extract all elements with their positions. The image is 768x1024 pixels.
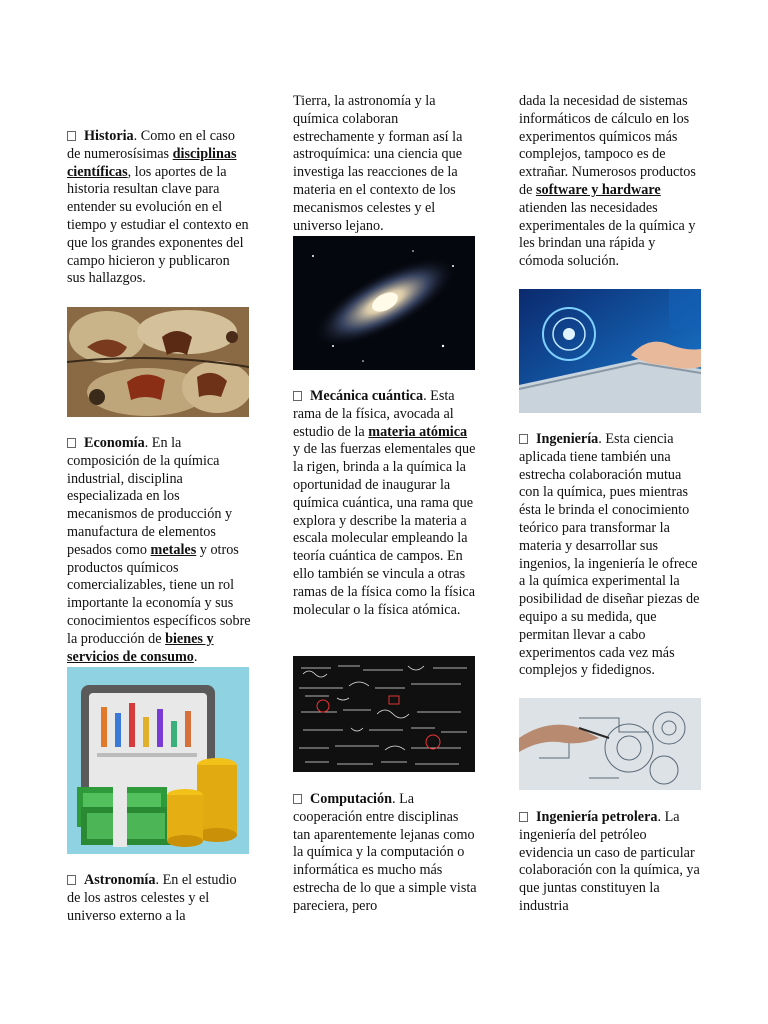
- bullet-box-icon: [293, 391, 302, 401]
- economia-paragraph: Economía. En la composición de la química industrial, disciplina especializada en los mecanismos de producción y manufactura de elementos pesados como metales y otros productos químicos comercializables, tiene un rol importante la economía y sus conocimientos específicos sobre la producción de bienes y servicios de consumo.: [67, 435, 251, 665]
- computacion-paragraph: Computación. La cooperación entre disciplinas tan aparentemente lejanas como la química y la computación o informática es mucho más estrecha de lo que a simple vista pareciera, pero: [293, 791, 477, 914]
- computacion-continuation: dada la necesidad de sistemas informáticos de cálculo en los experimentos químicos más complejos, tampoco es de extrañar. Numerosos productos de software y hardware atienden las necesidades experimentales de la química y les brindan una rápida y cómoda solución.: [519, 93, 696, 270]
- ingenieria-term: Ingeniería: [536, 431, 599, 447]
- bullet-box-icon: [67, 438, 76, 448]
- quantum-formulas-blackboard-image: [293, 656, 475, 772]
- software-hardware-link[interactable]: software y hardware: [535, 181, 661, 198]
- laptop-hand-technology-image: [519, 289, 701, 413]
- bullet-box-icon: [67, 131, 76, 141]
- historia-cave-painting-image: [67, 307, 249, 417]
- bullet-box-icon: [519, 812, 528, 822]
- ingenieria-petrolera-term: Ingeniería petrolera: [536, 809, 658, 825]
- disciplinas-cientificas-link[interactable]: disciplinas científicas: [67, 145, 237, 180]
- bullet-box-icon: [67, 875, 76, 885]
- engineering-gears-image: [519, 698, 701, 790]
- galaxy-image: [293, 236, 475, 370]
- economia-term: Economía: [84, 435, 145, 451]
- bienes-servicios-link[interactable]: bienes y servicios de consumo: [67, 630, 214, 665]
- ingenieria-petrolera-paragraph: Ingeniería petrolera. La ingeniería del petróleo evidencia un caso de particular colaboración con la química, ya que juntas constituyen la industria: [519, 809, 700, 914]
- materia-atomica-link[interactable]: materia atómica: [368, 423, 468, 440]
- metales-link[interactable]: metales: [150, 541, 197, 558]
- bullet-box-icon: [293, 794, 302, 804]
- historia-term: Historia: [84, 128, 134, 144]
- historia-paragraph: Historia. Como en el caso de numerosísimas disciplinas científicas, los aportes de la historia resultan clave para entender su evolución en el tiempo y estudiar el contexto en que los grandes exponentes del campo hicieron y publicaron sus hallazgos.: [67, 128, 249, 287]
- ingenieria-paragraph: Ingeniería. Esta ciencia aplicada tiene también una estrecha colaboración mutua con la química, pues mientras ésta le brinda el conocimiento teórico para transformar la materia y desarrollar sus ingenios, la ingeniería le ofrece a la química experimental la posibilidad de diseñar piezas de equipo a su medida, que permitan llevar a cabo experimentos cada vez más complejos y fidedignos.: [519, 431, 700, 679]
- economia-money-illustration: [67, 667, 249, 854]
- bullet-box-icon: [519, 434, 528, 444]
- computacion-term: Computación: [310, 791, 392, 807]
- astronomia-paragraph: Astronomía. En el estudio de los astros celestes y el universo externo a la: [67, 872, 237, 924]
- mecanica-cuantica-term: Mecánica cuántica: [310, 388, 424, 404]
- astronomia-continuation: Tierra, la astronomía y la química colaboran estrechamente y forman así la astroquímica: una ciencia que investiga las reacciones de la materia en el contexto de los mecanismos celestes y el universo lejano.: [293, 93, 463, 234]
- mecanica-cuantica-paragraph: Mecánica cuántica. Esta rama de la física, avocada al estudio de la materia atómica y de las fuerzas elementales que la rigen, brinda a la química la oportunidad de inaugurar la química cuántica, una rama que explora y describe la materia a escala molecular empleando la teoría cuántica de campos. En ello también se vincula a otras ramas de la física como la física molecular o la física atómica.: [293, 388, 476, 618]
- astronomia-term: Astronomía: [84, 872, 156, 888]
